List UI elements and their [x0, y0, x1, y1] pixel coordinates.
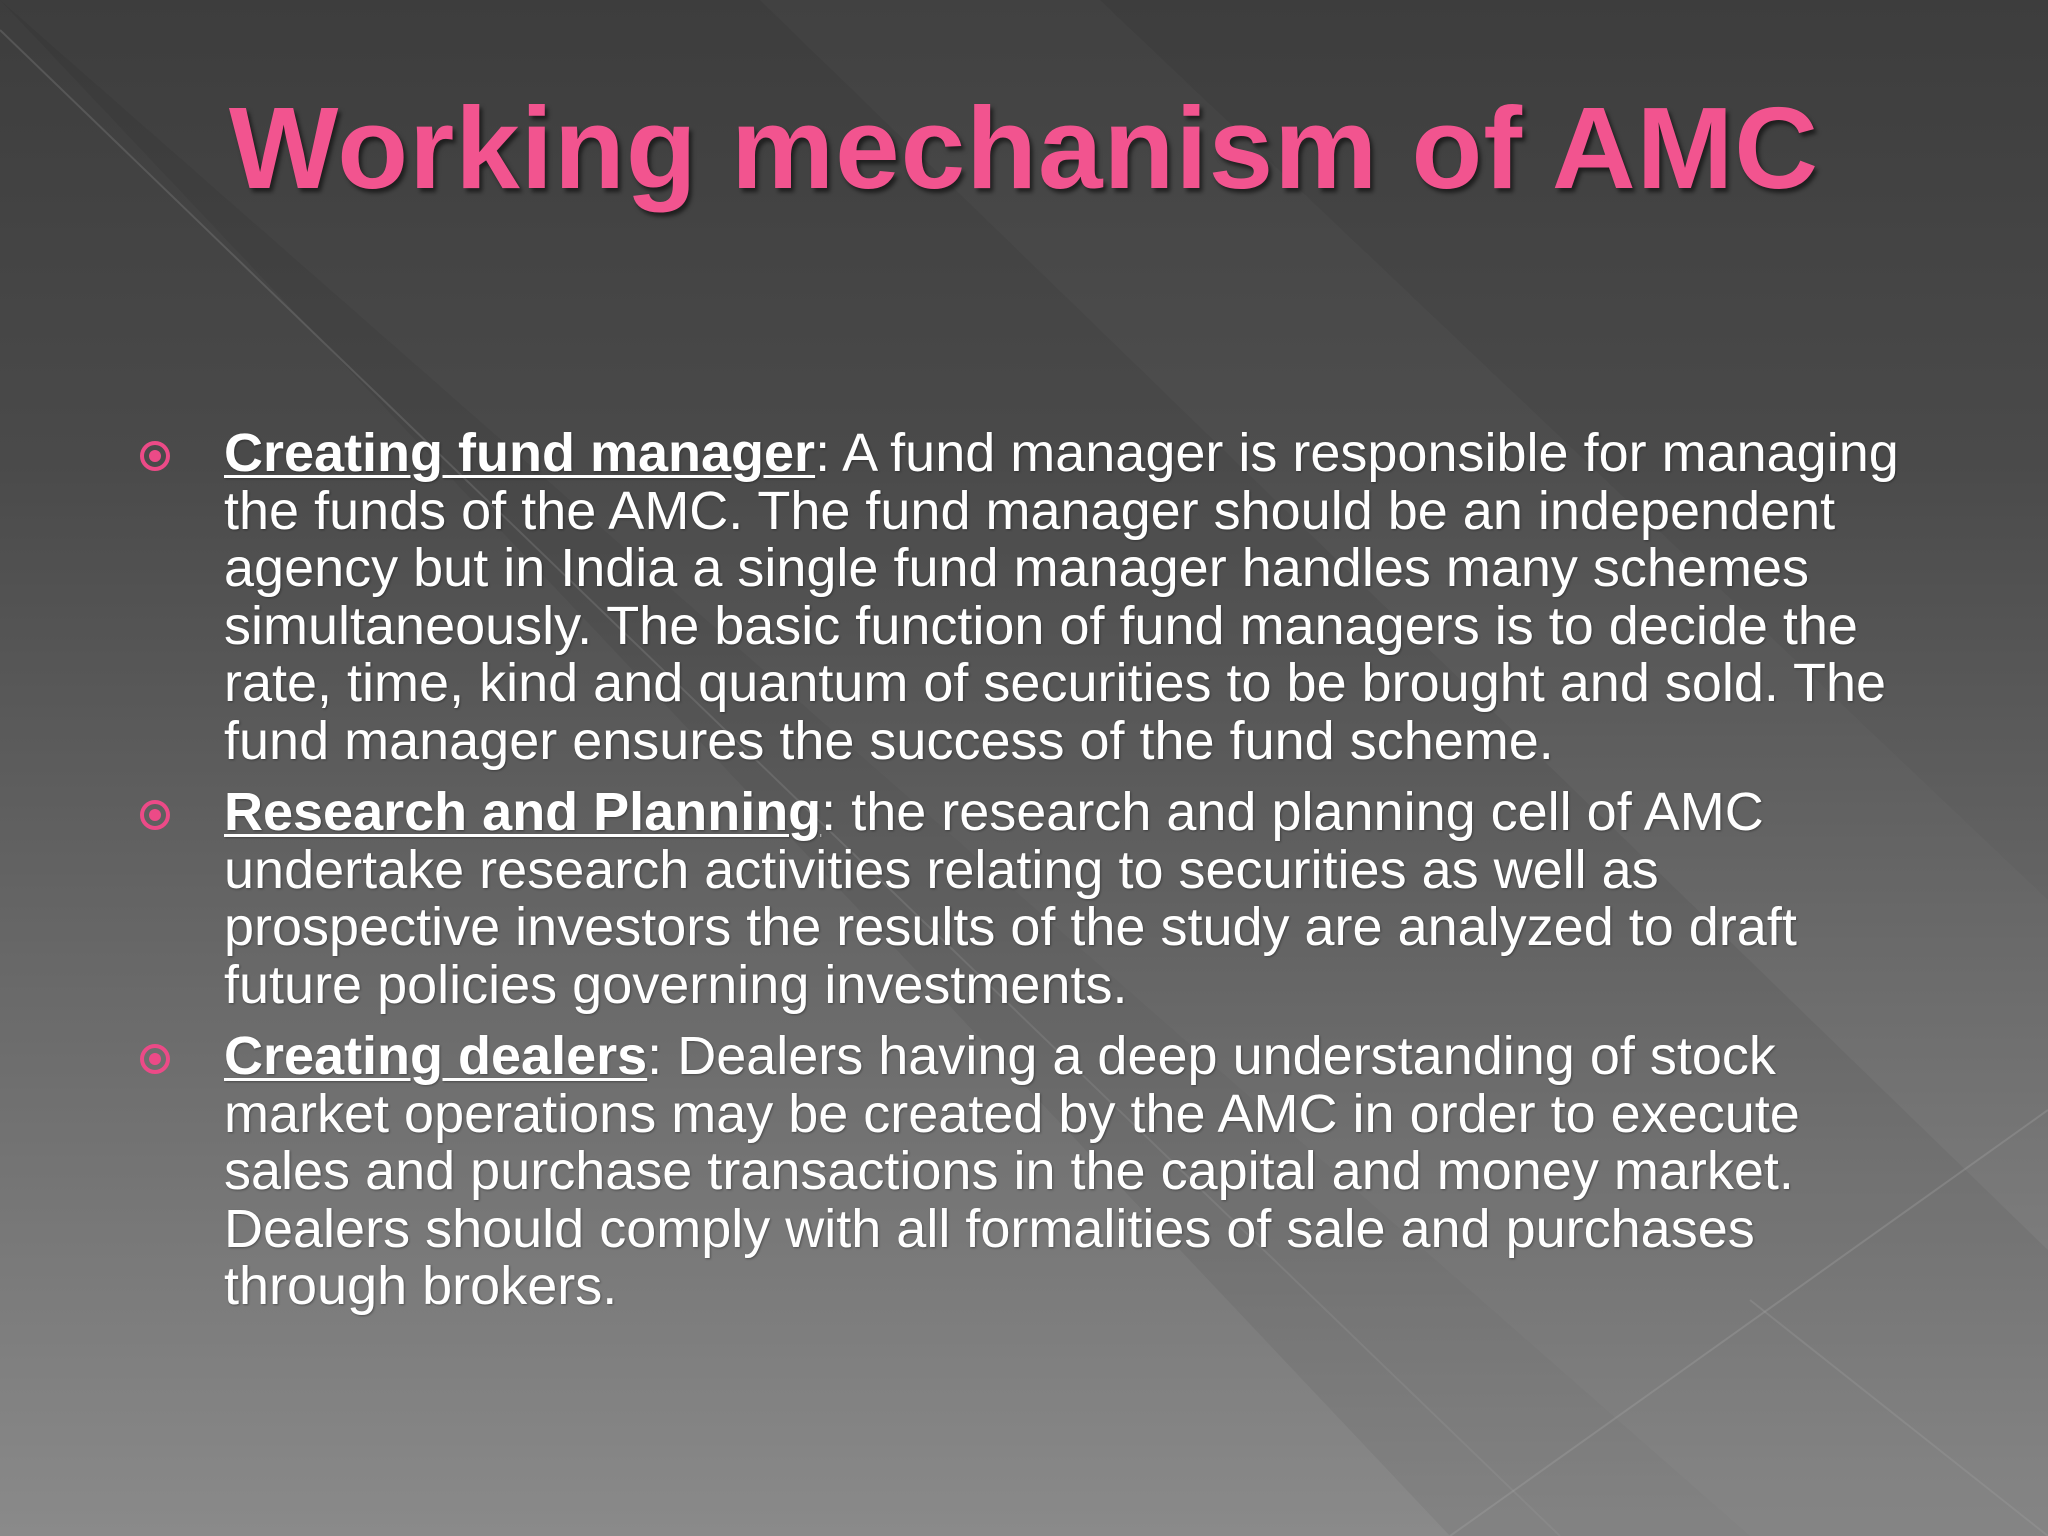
bullet-item-creating-dealers: [140, 1028, 1940, 1316]
bullet-term: Creating dealers: [224, 1026, 648, 1086]
bullet-term: Creating fund manager: [224, 423, 816, 483]
bullet-item-research-and-planning: [140, 784, 1940, 1014]
bullet-separator: :: [821, 782, 837, 842]
bullet-item-creating-fund-manager: [140, 425, 1940, 770]
slide-title: Working mechanism of AMC: [228, 83, 1820, 213]
target-bullet-icon: [140, 1044, 170, 1074]
bullet-text: Dealers having a deep understanding of stock market operations may be created by the AMC in order to execute sales and purchase transactions in the capital and money market. Dealers should comply with all formalities of sale and purchases through brokers.: [224, 1026, 1800, 1316]
bullet-separator: :: [815, 423, 831, 483]
target-bullet-icon: [140, 800, 170, 830]
bullet-separator: :: [647, 1026, 663, 1086]
bullet-list: [140, 425, 1940, 1330]
bullet-text: the research and planning cell of AMC undertake research activities relating to securities as well as prospective investors the results of the study are analyzed to draft future policies governing investments.: [224, 782, 1797, 1015]
bullet-text: A fund manager is responsible for managing the funds of the AMC. The fund manager should be an independent agency but in India a single fund manager handles many schemes simultaneously. The basic function of fund managers is to decide the rate, time, kind and quantum of securities to be brought and sold. The fund manager ensures the success of the fund scheme.: [224, 423, 1899, 771]
target-bullet-icon: [140, 441, 170, 471]
bullet-term: Research and Planning: [224, 782, 822, 842]
